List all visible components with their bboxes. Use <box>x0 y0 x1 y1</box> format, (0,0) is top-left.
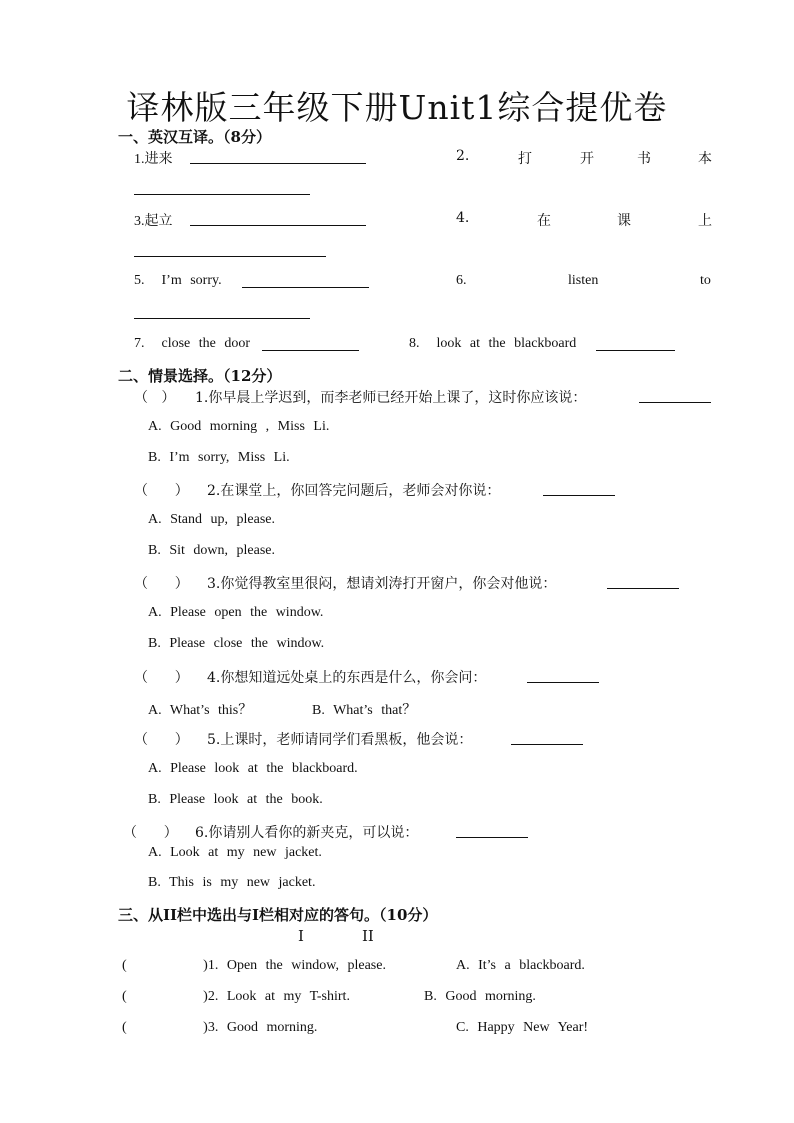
s2-q5-stem: 5.上课时，老师请同学们看黑板，他会说： <box>207 732 473 748</box>
s1-item-6-num: 6. <box>456 273 467 288</box>
s2-q4-option-a: A. What’s this？ <box>148 703 253 718</box>
s2-q1-option-b: B. I’m sorry, Miss Li. <box>148 450 290 465</box>
s2-q5-option-a: A. Please look at the blackboard. <box>148 761 358 776</box>
s1-item-8-blank[interactable] <box>596 350 675 351</box>
s1-item-2-blank[interactable] <box>134 194 310 195</box>
s1-item-3-blank[interactable] <box>190 225 366 226</box>
s1-item-2-word: 书 <box>637 151 651 167</box>
section2-heading: 二、情景选择。（12分） <box>118 367 282 385</box>
s1-item-5-blank[interactable] <box>242 287 369 288</box>
s1-item-4-word: 在 <box>537 213 551 229</box>
s3-row-2[interactable]: ( )2. Look at my T-shirt. <box>122 989 350 1004</box>
s2-q4-paren[interactable]: （ ） <box>134 670 189 686</box>
s2-q6-blank[interactable] <box>456 837 528 838</box>
s2-q4-blank[interactable] <box>527 682 599 683</box>
s1-item-4-num: 4. <box>456 210 470 226</box>
s1-item-6-word: to <box>700 273 711 288</box>
s1-item-1-blank[interactable] <box>190 163 366 164</box>
s3-row-3[interactable]: ( )3. Good morning. <box>122 1020 318 1035</box>
section3-heading: 三、从II栏中选出与I栏相对应的答句。（10分） <box>118 906 438 924</box>
s1-item-7: 7. close the door <box>134 336 251 351</box>
s1-item-4-blank[interactable] <box>134 256 326 257</box>
s3-row-1[interactable]: ( )1. Open the window, please. <box>122 958 386 973</box>
column-i-label: I <box>298 927 304 945</box>
s2-q1-option-a: A. Good morning , Miss Li. <box>148 419 330 434</box>
s2-q4-option-b: B. What’s that？ <box>312 703 417 718</box>
s2-q2-paren[interactable]: （ ） <box>134 483 189 499</box>
s2-q5-option-b: B. Please look at the book. <box>148 792 323 807</box>
s1-item-4-word: 课 <box>617 213 631 229</box>
s1-item-2-word: 打 <box>518 151 532 167</box>
s2-q6-option-b: B. This is my new jacket. <box>148 875 316 890</box>
s2-q1-paren[interactable]: （ ） <box>134 390 176 406</box>
s1-item-4-word: 上 <box>698 213 712 229</box>
s2-q1-stem: 1.你早晨上学迟到，而李老师已经开始上课了，这时你应该说： <box>195 390 587 406</box>
s1-item-3: 3.起立 <box>134 213 173 229</box>
s2-q2-option-b: B. Sit down, please. <box>148 543 275 558</box>
s1-item-8: 8. look at the blackboard <box>409 336 577 351</box>
s1-item-7-blank[interactable] <box>262 350 359 351</box>
section1-heading: 一、英汉互译。（8分） <box>118 128 271 146</box>
s1-item-2-num: 2. <box>456 148 470 164</box>
s2-q5-blank[interactable] <box>511 744 583 745</box>
s2-q3-blank[interactable] <box>607 588 679 589</box>
s2-q3-option-a: A. Please open the window. <box>148 605 324 620</box>
page-title: 译林版三年级下册Unit1综合提优卷 <box>126 88 668 127</box>
s2-q6-paren[interactable]: （ ） <box>123 825 178 841</box>
s1-item-2-word: 开 <box>580 151 594 167</box>
s1-item-6-word: listen <box>568 273 599 288</box>
s1-item-6-blank[interactable] <box>134 318 310 319</box>
s2-q6-option-a: A. Look at my new jacket. <box>148 845 322 860</box>
s2-q4-stem: 4.你想知道远处桌上的东西是什么，你会问： <box>207 670 487 686</box>
s2-q3-paren[interactable]: （ ） <box>134 576 189 592</box>
s2-q3-stem: 3.你觉得教室里很闷，想请刘涛打开窗户，你会对他说： <box>207 576 557 592</box>
s2-q5-paren[interactable]: （ ） <box>134 732 189 748</box>
column-ii-label: II <box>362 927 374 945</box>
s3-row-3-answer: C. Happy New Year! <box>456 1020 589 1035</box>
s1-item-2-word: 本 <box>698 151 712 167</box>
s2-q1-blank[interactable] <box>639 402 711 403</box>
s2-q2-stem: 2.在课堂上，你回答完问题后，老师会对你说： <box>207 483 501 499</box>
s1-item-5: 5. I’m sorry. <box>134 273 222 288</box>
s1-item-1: 1.进来 <box>134 151 173 167</box>
s2-q2-option-a: A. Stand up, please. <box>148 512 275 527</box>
s2-q6-stem: 6.你请别人看你的新夹克，可以说： <box>195 825 419 841</box>
s2-q2-blank[interactable] <box>543 495 615 496</box>
s3-row-1-answer: A. It’s a blackboard. <box>456 958 585 973</box>
s2-q3-option-b: B. Please close the window. <box>148 636 325 651</box>
s3-row-2-answer: B. Good morning. <box>424 989 536 1004</box>
